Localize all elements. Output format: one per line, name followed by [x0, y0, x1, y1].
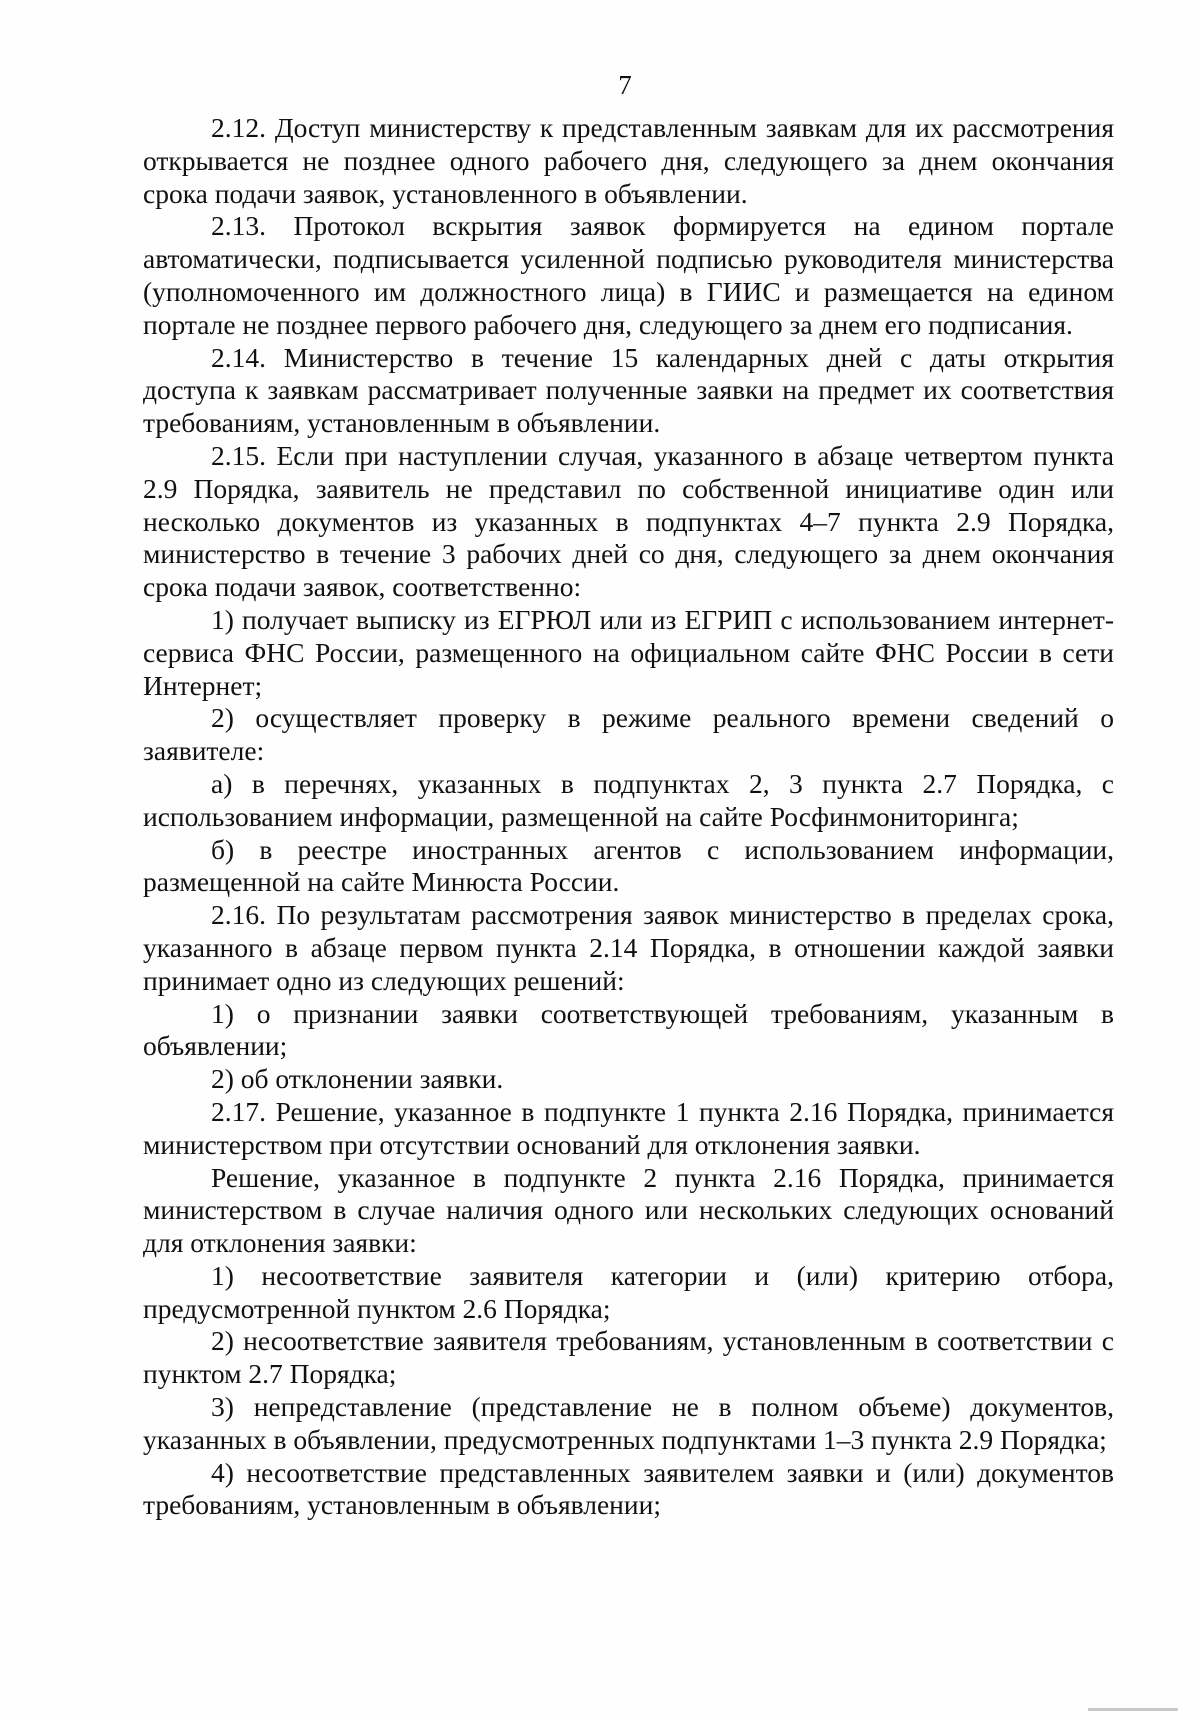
list-item-reason-4: 4) несоответствие представленных заявителем заявки и (или) документов требованиям, установленным в объявлении;	[143, 1456, 1114, 1521]
list-item-2-15-2-a: а) в перечнях, указанных в подпунктах 2, 3 пункта 2.7 Порядка, с использованием информации, размещенной на сайте Росфинмониторинга;	[143, 767, 1114, 832]
scan-edge-mark	[1088, 1708, 1178, 1711]
paragraph-2-14: 2.14. Министерство в течение 15 календарных дней с даты открытия доступа к заявкам рассматривает полученные заявки на предмет их соответствия требованиям, установленным в объявлении.	[143, 341, 1114, 439]
list-item-2-15-2: 2) осуществляет проверку в режиме реального времени сведений о заявителе:	[143, 702, 1114, 767]
document-body	[143, 112, 1114, 1522]
list-item-reason-3: 3) непредставление (представление не в полном объеме) документов, указанных в объявлении, предусмотренных подпунктами 1–3 пункта 2.9 Порядка;	[143, 1391, 1114, 1455]
paragraph-2-16: 2.16. По результатам рассмотрения заявок министерство в пределах срока, указанного в абзаце первом пункта 2.14 Порядка, в отношении каждой заявки принимает одно из следующих решений:	[143, 899, 1114, 996]
paragraph-2-13: 2.13. Протокол вскрытия заявок формируется на едином портале автоматически, подписывается усиленной подписью руководителя министерства (уполномоченного им должностного лица) в ГИИС и размещается на едином портале не позднее первого рабочего дня, следующего за днем его подписания.	[143, 210, 1114, 340]
list-item-2-15-1: 1) получает выписку из ЕГРЮЛ или из ЕГРИП с использованием интернет-сервиса ФНС России, размещенного на официальном сайте ФНС России в сети Интернет;	[143, 603, 1114, 701]
paragraph-2-12: 2.12. Доступ министерству к представленным заявкам для их рассмотрения открывается не позднее одного рабочего дня, следующего за днем окончания срока подачи заявок, установленного в объявлении.	[143, 112, 1114, 209]
paragraph-2-17: 2.17. Решение, указанное в подпункте 1 пункта 2.16 Порядка, принимается министерством при отсутствии оснований для отклонения заявки.	[143, 1095, 1114, 1160]
list-item-2-15-2-b: б) в реестре иностранных агентов с использованием информации, размещенной на сайте Минюста России.	[143, 833, 1114, 898]
paragraph-2-17-reasons: Решение, указанное в подпункте 2 пункта 2.16 Порядка, принимается министерством в случае наличия одного или нескольких следующих оснований для отклонения заявки:	[143, 1161, 1114, 1259]
list-item-reason-2: 2) несоответствие заявителя требованиям, установленным в соответствии с пунктом 2.7 Порядка;	[143, 1325, 1114, 1390]
list-item-2-16-1: 1) о признании заявки соответствующей требованиям, указанным в объявлении;	[143, 997, 1114, 1062]
paragraph-2-15: 2.15. Если при наступлении случая, указанного в абзаце четвертом пункта 2.9 Порядка, заявитель не представил по собственной инициативе один или несколько документов из указанных в подпунктах 4–7 пункта 2.9 Порядка, министерство в течение 3 рабочих дней со дня, следующего за днем окончания срока подачи заявок, соответственно:	[143, 439, 1114, 603]
list-item-reason-1: 1) несоответствие заявителя категории и (или) критерию отбора, предусмотренной пунктом 2.6 Порядка;	[143, 1259, 1114, 1324]
page-number: 7	[618, 70, 632, 100]
list-item-2-16-2: 2) об отклонении заявки.	[211, 1063, 504, 1095]
